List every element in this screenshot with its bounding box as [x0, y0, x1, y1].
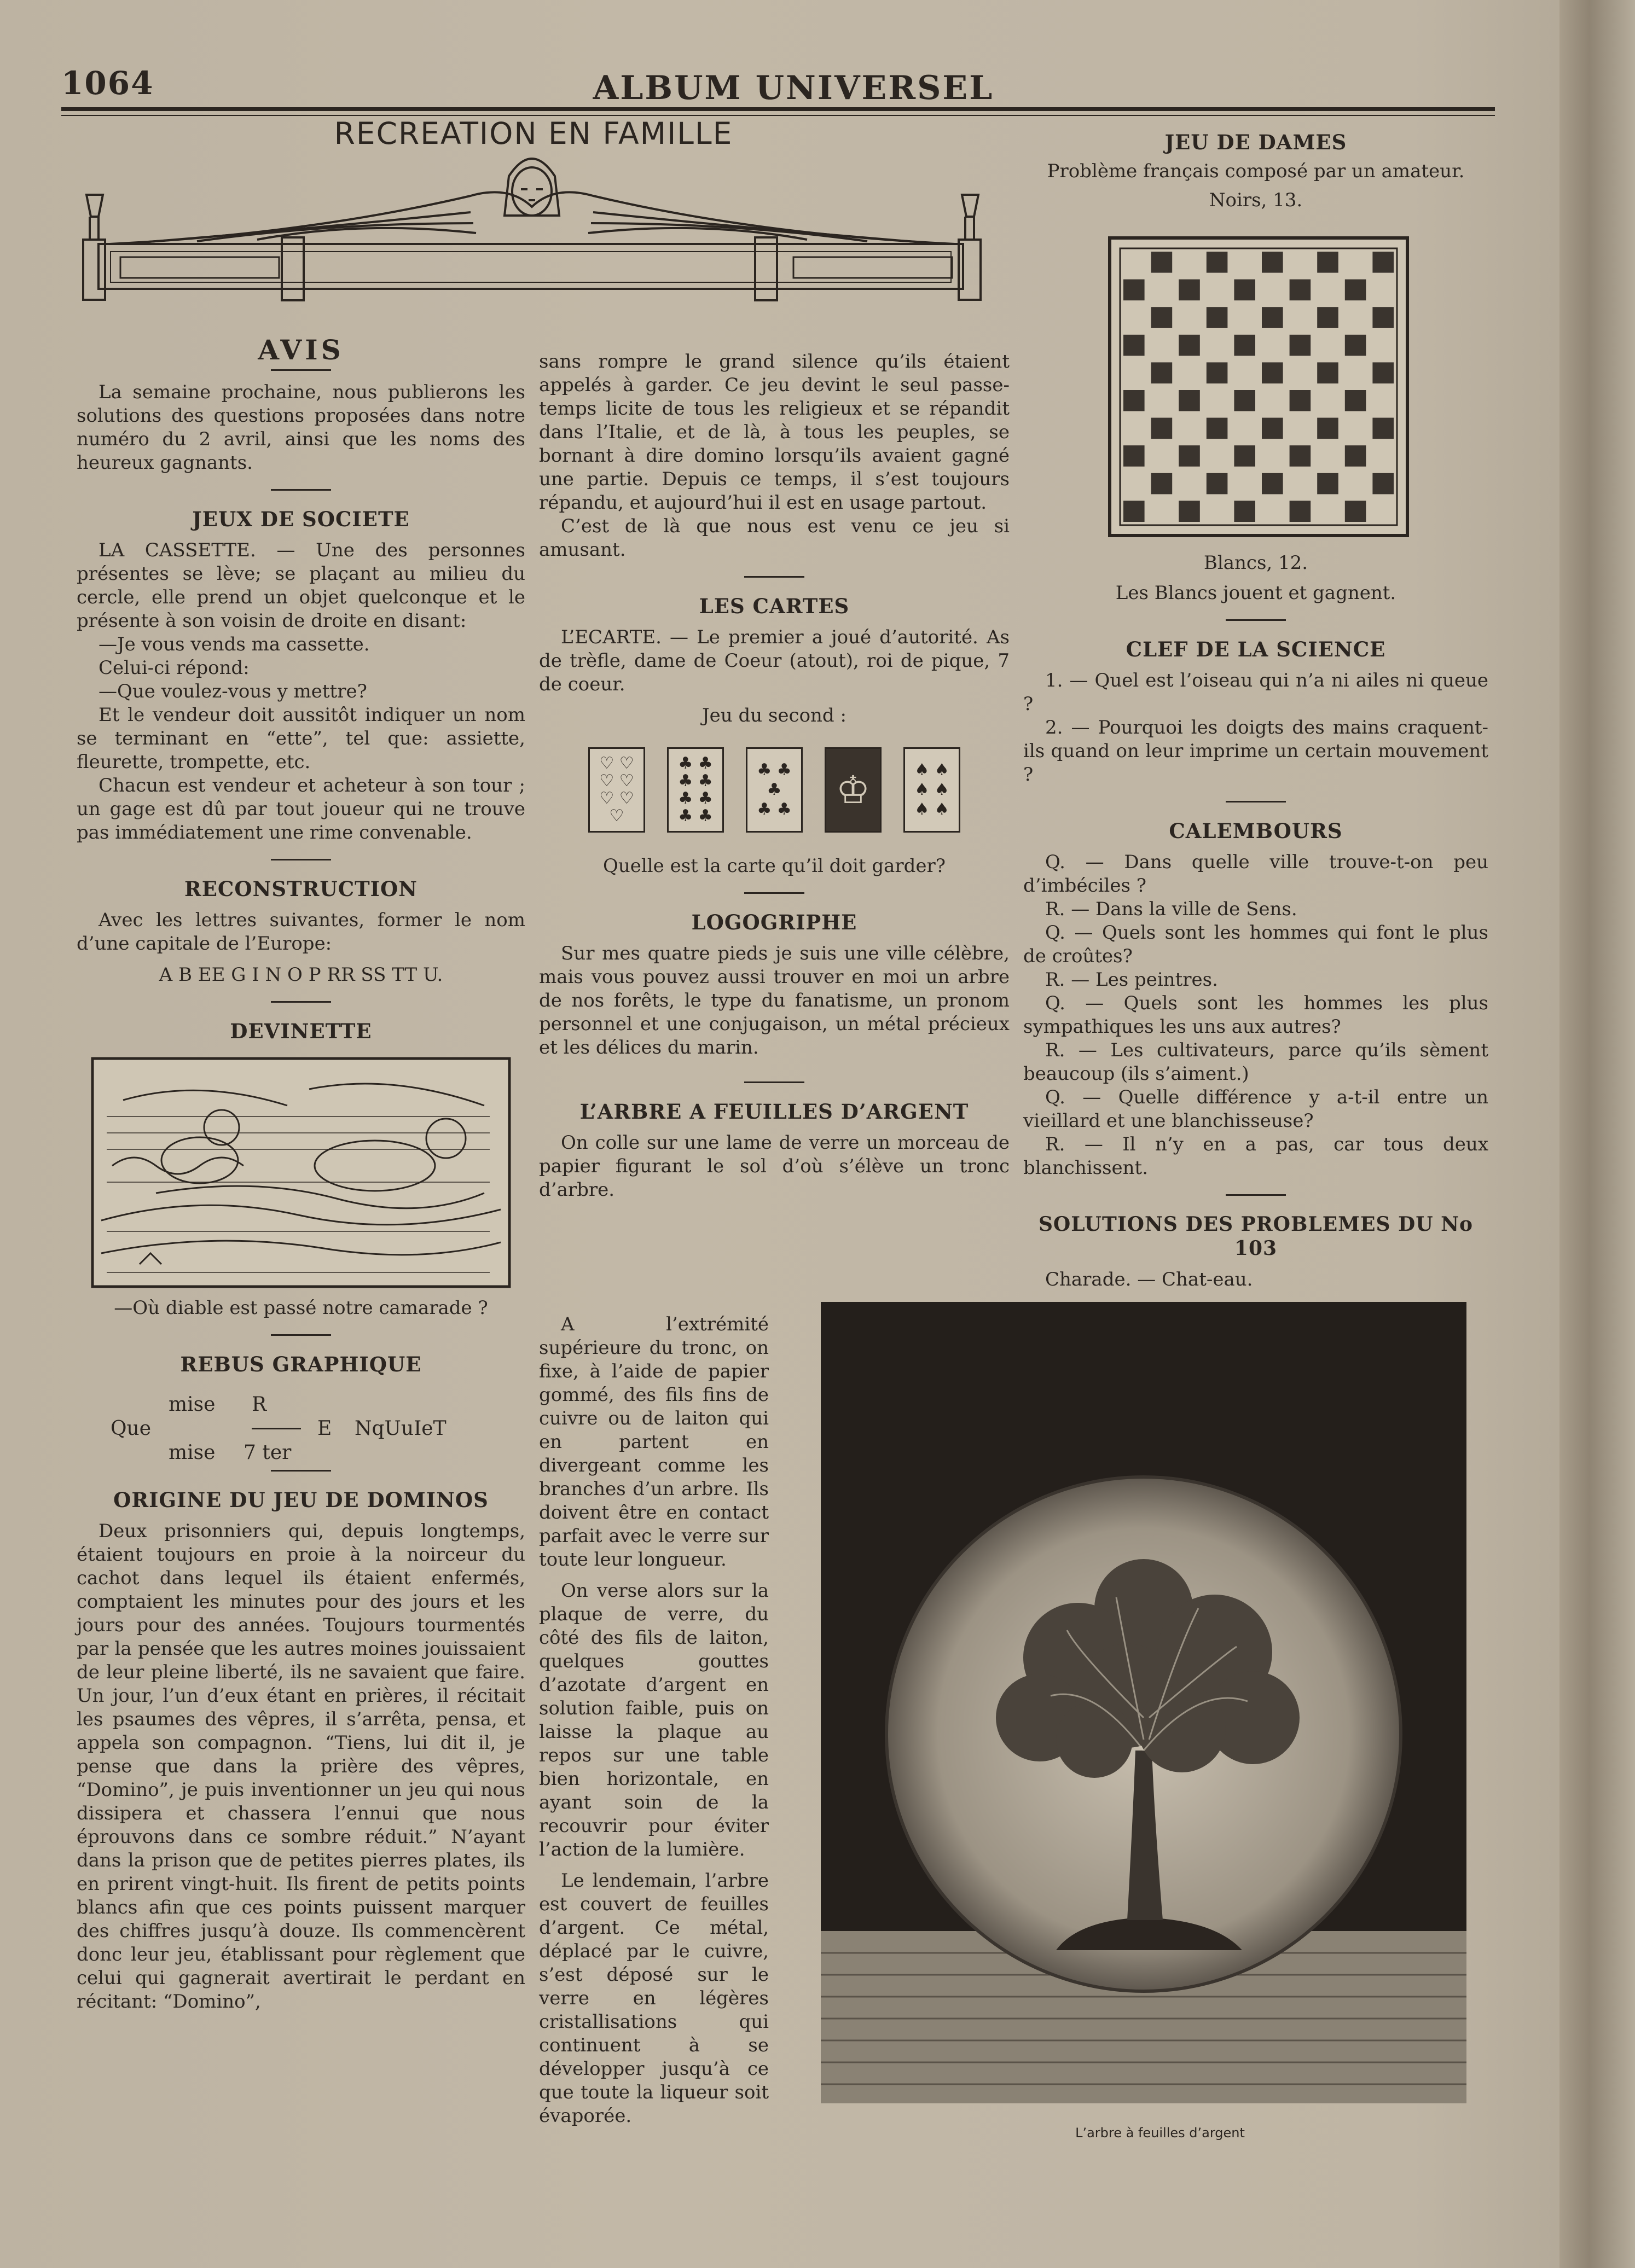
jeux-paragraph: Celui-ci répond: [98, 657, 250, 679]
calembour-line: R. — Les cultivateurs, parce qu’ils sèment beaucoup (ils s’aiment.) [1023, 1039, 1488, 1085]
arbre-heading: L’ARBRE A FEUILLES D’ARGENT [579, 1100, 969, 1124]
reconstruction-heading: RECONSTRUCTION [184, 877, 418, 901]
rebus-puzzle [77, 1393, 525, 1467]
board-square [1179, 390, 1200, 411]
board-square [1317, 418, 1338, 439]
jeux-paragraph: —Je vous vends ma cassette. [98, 633, 370, 655]
solutions-heading: SOLUTIONS DES PROBLEMES DU No 103 [1038, 1213, 1474, 1260]
calembour-line: R. — Il n’y en a pas, car tous deux blanchissent. [1023, 1133, 1488, 1179]
arbre-p1: On colle sur une lame de verre un morceau de papier figurant le sol d’où s’élève un tronc d’arbre. [539, 1132, 1010, 1201]
playing-card-king: ♔ [825, 747, 882, 833]
board-square [1290, 501, 1311, 522]
board-square [1317, 362, 1338, 383]
board-square [1179, 501, 1200, 522]
checkerboard-diagram [1108, 236, 1409, 537]
playing-card: ♣ ♣ ♣ ♣ ♣ ♣ ♣ ♣ [667, 747, 724, 833]
board-square [1372, 473, 1394, 495]
header-rule-thin [61, 115, 1495, 116]
separator [744, 892, 804, 894]
dominos-part2: sans rompre le grand silence qu’ils étaient appelés à garder. Ce jeu devint le seul passe-temps licite de tous les religieux et se répandit dans l’Italie, et de là, à tous les peuples, se bornant à dire domino lorsqu’ils avaient gagné une partie. Depuis ce temps, il s’est toujours répandu, et aujourd’hui il est en usage partout. [539, 351, 1010, 514]
board-square [1151, 418, 1173, 439]
devinette-illustration [90, 1056, 512, 1289]
rebus-que: Que [111, 1417, 152, 1440]
arbre-p4: Le lendemain, l’arbre est couvert de feuilles d’argent. Ce métal, déplacé par le cuivre, s’est déposé sur le verre en légères cristallisations qui continuent à se développer jusqu’à ce que toute la liqueur soit évaporée. [539, 1870, 769, 2127]
board-square [1234, 390, 1255, 411]
cartes-second: Jeu du second : [702, 705, 847, 726]
arbre-p3: On verse alors sur la plaque de verre, du côté des fils de laiton, quelques gouttes d’azotate d’argent en solution faible, puis on laisse la plaque au repos sur une table bien horizontale, en ayant soin de la recouvrir pour éviter l’action de la lumière. [539, 1580, 769, 1860]
card-row [588, 747, 960, 833]
separator [271, 489, 331, 491]
board-square [1345, 390, 1366, 411]
logogriphe-text: Sur mes quatre pieds je suis une ville célèbre, mais vous pouvez aussi trouver en moi un arbre de nos forêts, le type du fanatisme, un pronom personnel et une conjugaison, un métal précieux et les délices du marin. [539, 943, 1010, 1059]
board-square [1372, 362, 1394, 383]
board-square [1207, 362, 1228, 383]
board-square [1234, 280, 1255, 301]
avis-heading: AVIS [258, 334, 344, 366]
rebus-mise-top: mise [169, 1393, 216, 1416]
avis-text: La semaine prochaine, nous publierons les solutions des questions proposées dans notre numéro du 2 avril, ainsi que les noms des heureux gagnants. [77, 381, 525, 474]
board-square [1207, 418, 1228, 439]
dominos-heading: ORIGINE DU JEU DE DOMINOS [113, 1488, 489, 1512]
board-square [1179, 335, 1200, 356]
board-square [1151, 473, 1173, 495]
calembours-heading: CALEMBOURS [1169, 819, 1343, 843]
dames-result: Les Blancs jouent et gagnent. [1115, 582, 1396, 604]
board-square [1290, 445, 1311, 467]
science-q2: 2. — Pourquoi les doigts des mains craquent-ils quand on leur imprime un certain mouvement ? [1023, 717, 1488, 786]
board-square [1317, 307, 1338, 328]
jeux-paragraph: LA CASSETTE. — Une des personnes présentes se lève; se plaçant au milieu du cercle, elle prend un objet quelconque et le présente à son voisin de droite en disant: [77, 539, 525, 632]
separator [744, 1081, 804, 1083]
logogriphe-heading: LOGOGRIPHE [691, 910, 857, 934]
rebus-mise-bottom: mise [169, 1441, 216, 1464]
cartes-heading: LES CARTES [699, 594, 850, 618]
board-square [1290, 280, 1311, 301]
calembour-line: R. — Dans la ville de Sens. [1045, 898, 1297, 920]
dames-subtitle: Problème français composé par un amateur. [1047, 160, 1465, 182]
column-middle [539, 350, 1010, 1202]
dames-heading: JEU DE DAMES [1164, 130, 1347, 154]
separator [271, 1001, 331, 1003]
rebus-e: E [317, 1417, 332, 1440]
board-square [1123, 390, 1145, 411]
header-rule [61, 107, 1495, 111]
board-square [1262, 307, 1283, 328]
devinette-heading: DEVINETTE [230, 1019, 372, 1043]
jeux-paragraph: —Que voulez-vous y mettre? [98, 681, 367, 702]
board-square [1262, 362, 1283, 383]
board-square [1345, 335, 1366, 356]
rebus-tail: NqUuIeT [355, 1417, 447, 1440]
jeux-heading: JEUX DE SOCIETE [192, 507, 410, 531]
separator [744, 576, 804, 578]
board-square [1317, 473, 1338, 495]
board-square [1234, 445, 1255, 467]
engraving-caption: L’arbre à feuilles d’argent [1075, 2125, 1245, 2141]
cartes-question: Quelle est la carte qu’il doit garder? [603, 855, 946, 877]
board-square [1151, 307, 1173, 328]
rebus-ter: 7 ter [243, 1441, 292, 1464]
solutions-text: Charade. — Chat-eau. [1045, 1269, 1253, 1290]
rebus-heading: REBUS GRAPHIQUE [180, 1352, 422, 1376]
column-left [77, 334, 525, 2014]
rebus-r: R [252, 1393, 267, 1416]
board-square [1290, 335, 1311, 356]
board-square [1207, 252, 1228, 273]
board-square [1290, 390, 1311, 411]
board-square [1317, 252, 1338, 273]
calembour-line: Q. — Quels sont les hommes qui font le plus de croûtes? [1023, 922, 1488, 967]
dames-noirs: Noirs, 13. [1209, 189, 1303, 211]
board-square [1151, 362, 1173, 383]
banner-title: RECREATION EN FAMILLE [334, 116, 733, 151]
reconstruction-letters: A B EE G I N O P RR SS TT U. [159, 964, 443, 986]
calembour-line: Q. — Quels sont les hommes les plus sympathiques les uns aux autres? [1023, 992, 1488, 1038]
playing-card: ♣ ♣ ♣ ♣ ♣ [746, 747, 803, 833]
banner-ornament [77, 130, 988, 311]
silver-tree-engraving [821, 1302, 1466, 2103]
calembour-line: Q. — Dans quelle ville trouve-t-on peu d’imbéciles ? [1023, 851, 1488, 897]
board-square [1262, 473, 1283, 495]
board-square [1179, 280, 1200, 301]
reconstruction-text: Avec les lettres suivantes, former le nom d’une capitale de l’Europe: [77, 909, 525, 955]
science-heading: CLEF DE LA SCIENCE [1126, 637, 1386, 661]
board-square [1372, 418, 1394, 439]
dominos-part1: Deux prisonniers qui, depuis longtemps, étaient toujours en proie à la noirceur du cachot dans lequel ils étaient enfermés, comptaient les minutes pour des jours et les jours pour des années. Toujours tourmentés par la pensée que les autres moines jouissaient de leur pleine liberté, ils ne savaient que faire. Un jour, l’un d’eux étant en prières, il récitait les psaumes des vêpres, il s’arrêta, pensa, et appela son compagnon. “Tiens, lui dit il, je pense que dans la prière des vêpres, “Domino”, je puis inventionner un jeu qui nous dissipera et chassera l’ennui que nous éprouvons dans ce sombre réduit.” N’ayant dans la prison que de petites pierres plates, ils en prirent vingt-huit. Ils firent de petits points blancs afin que ces points puissent marquer des chiffres jusqu’à douze. Ils commencèrent donc leur jeu, établissant pour règlement que celui qui gagnerait avertirait le perdant en récitant: “Domino”, [77, 1520, 525, 2013]
board-square [1123, 280, 1145, 301]
science-q1: 1. — Quel est l’oiseau qui n’a ni ailes ni queue ? [1023, 670, 1488, 715]
separator [1226, 619, 1286, 621]
devinette-caption: —Où diable est passé notre camarade ? [114, 1297, 488, 1319]
rebus-fraction-bar [252, 1428, 301, 1429]
separator [1226, 1194, 1286, 1196]
jeux-paragraph: Et le vendeur doit aussitôt indiquer un nom se terminant en “ette”, tel que: assiette, fleurette, trompette, etc. [77, 704, 525, 773]
page-number: 1064 [61, 65, 154, 102]
cartes-intro: L’ECARTE. — Le premier a joué d’autorité. As de trèfle, dame de Coeur (atout), roi de pique, 7 de coeur. [539, 626, 1010, 695]
jeux-paragraph: Chacun est vendeur et acheteur à son tour ; un gage est dû par tout joueur qui ne trouve pas immédiatement une rime convenable. [77, 775, 525, 844]
board-square [1123, 335, 1145, 356]
board-square [1151, 252, 1173, 273]
board-square [1123, 501, 1145, 522]
separator [1226, 801, 1286, 802]
board-square [1207, 473, 1228, 495]
dames-blancs: Blancs, 12. [1203, 552, 1308, 574]
board-square [1372, 252, 1394, 273]
playing-card: ♠ ♠ ♠ ♠ ♠ ♠ [903, 747, 960, 833]
separator [271, 859, 331, 860]
board-square [1345, 445, 1366, 467]
arbre-p2: A l’extrémité supérieure du tronc, on fixe, à l’aide de papier gommé, des fils fins de cuivre ou de laiton qui en partent en divergeant comme les branches d’un arbre. Ils doivent être en contact parfait avec le verre sur toute leur longueur. [539, 1313, 769, 1571]
running-title: ALBUM UNIVERSEL [593, 69, 994, 107]
column-middle-narrow [539, 1313, 769, 2128]
board-square [1345, 501, 1366, 522]
board-square [1262, 418, 1283, 439]
separator [271, 1334, 331, 1336]
separator [271, 1470, 331, 1472]
board-square [1234, 335, 1255, 356]
board-square [1179, 445, 1200, 467]
board-square [1262, 252, 1283, 273]
board-square [1234, 501, 1255, 522]
board-square [1372, 307, 1394, 328]
separator [271, 369, 331, 371]
board-square [1207, 307, 1228, 328]
dominos-part3: C’est de là que nous est venu ce jeu si amusant. [539, 515, 1010, 561]
calembour-line: Q. — Quelle différence y a-t-il entre un vieillard et une blanchisseuse? [1023, 1086, 1488, 1132]
playing-card: ♡ ♡ ♡ ♡ ♡ ♡ ♡ [588, 747, 645, 833]
calembour-line: R. — Les peintres. [1045, 969, 1218, 991]
page-gutter [1559, 0, 1635, 2268]
board-square [1345, 280, 1366, 301]
board-square [1123, 445, 1145, 467]
